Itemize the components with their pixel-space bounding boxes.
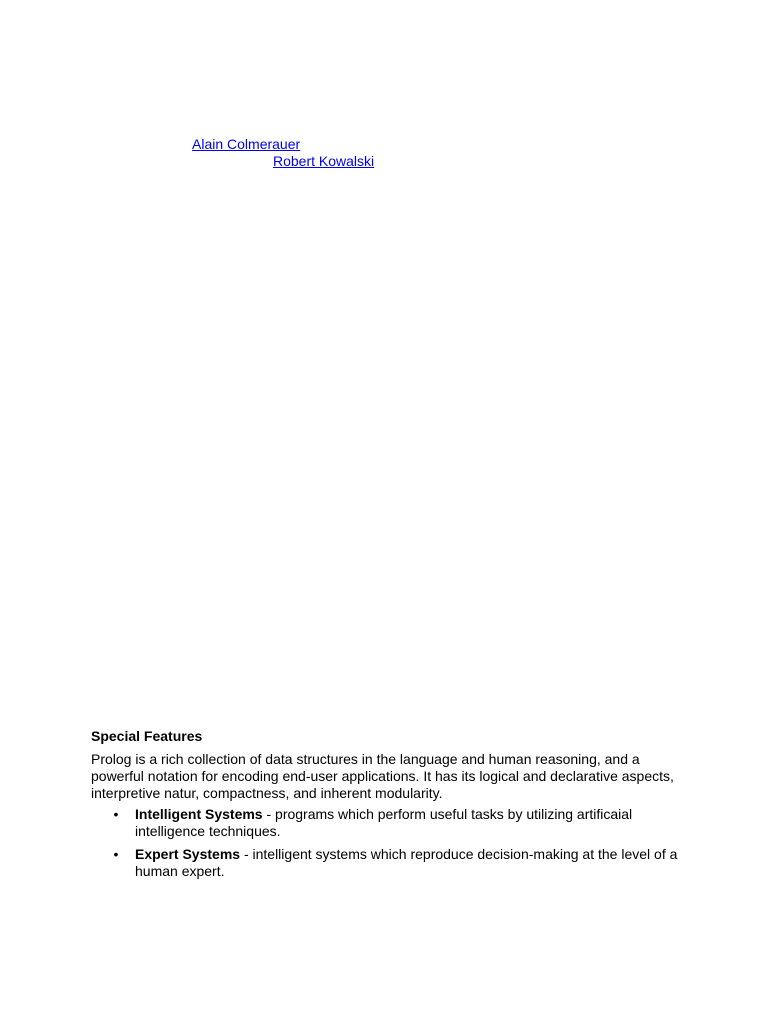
list-item-description: - programs which perform useful tasks by utilizing artificaial intelligence techniques. (135, 806, 633, 839)
list-item-description: - intelligent systems which reproduce decision-making at the level of a human expert. (135, 846, 678, 879)
list-item (91, 806, 681, 840)
alain-colmerauer-link[interactable]: Alain Colmerauer (192, 136, 301, 152)
list-item-term: Expert Systems (135, 846, 241, 862)
robert-kowalski-link[interactable]: Robert Kowalski (273, 153, 375, 169)
section-paragraph: Prolog is a rich collection of data structures in the language and human reasoning, and a powerful notation for encoding end-user applications. It has its logical and declarative aspects, interpretive natur, compactness, and inherent modularity. (91, 751, 674, 801)
list-item-term: Intelligent Systems (135, 806, 263, 822)
section-heading: Special Features (91, 728, 203, 744)
bullet-icon: • (113, 806, 119, 822)
bullet-icon: • (113, 846, 119, 862)
features-list (91, 806, 681, 880)
special-features-section (91, 728, 681, 886)
list-item (91, 846, 681, 880)
